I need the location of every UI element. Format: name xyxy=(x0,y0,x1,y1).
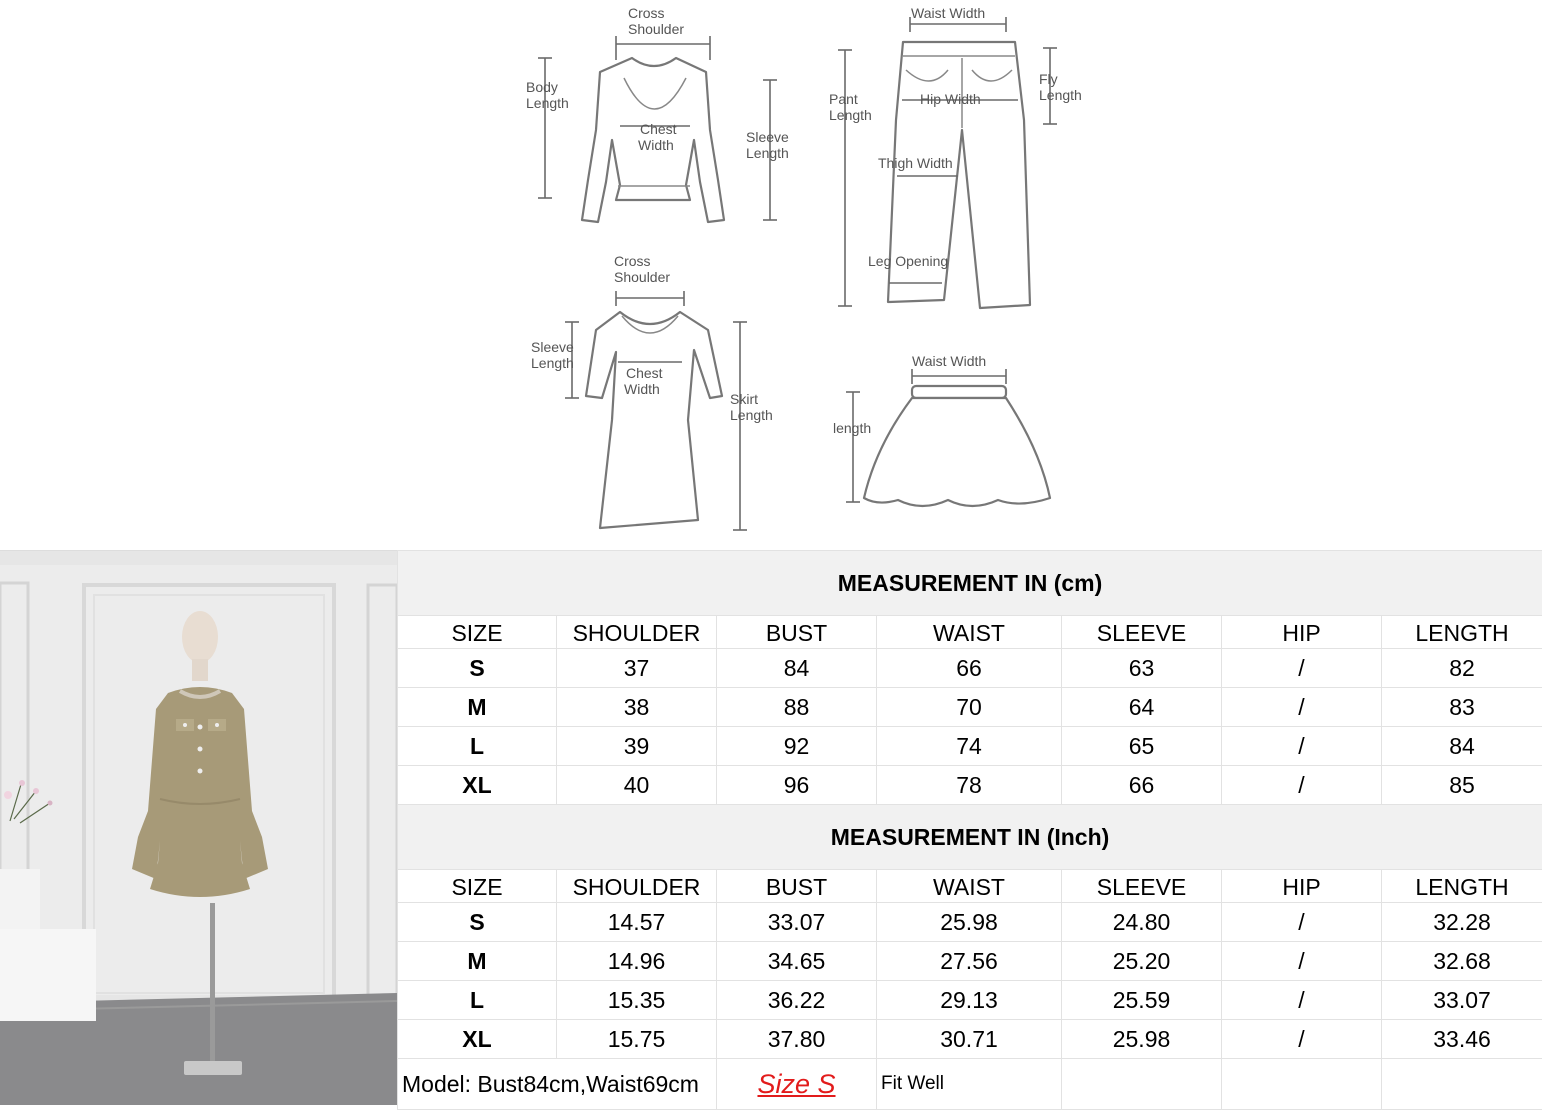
label-skirt-length-a: Skirt xyxy=(730,391,758,407)
size-cell: XL xyxy=(398,766,557,805)
table-cell: 66 xyxy=(877,649,1062,688)
table-cell: 39 xyxy=(557,727,717,766)
label-sleeve-length-2b: Length xyxy=(531,355,574,371)
table-cell: 32.28 xyxy=(1382,903,1542,942)
table-cell: 25.98 xyxy=(877,903,1062,942)
label-waist-width-2: Waist Width xyxy=(912,353,986,369)
size-cell: XL xyxy=(398,1020,557,1059)
table-cell: 14.96 xyxy=(557,942,717,981)
label-chest-width-1b: Width xyxy=(638,137,674,153)
skirt-sketch xyxy=(864,386,1050,506)
col-header: BUST xyxy=(717,616,877,649)
table-cell: 29.13 xyxy=(877,981,1062,1020)
table-cell: 78 xyxy=(877,766,1062,805)
measurement-diagram xyxy=(0,0,1542,551)
col-header: LENGTH xyxy=(1382,870,1542,903)
table-cell: 30.71 xyxy=(877,1020,1062,1059)
table-cell: 37.80 xyxy=(717,1020,877,1059)
model-row xyxy=(398,1059,1542,1110)
col-header: SHOULDER xyxy=(557,616,717,649)
table-cell: 15.35 xyxy=(557,981,717,1020)
label-cross-shoulder-1a: Cross xyxy=(628,5,665,21)
inch-table-title: MEASUREMENT IN (Inch) xyxy=(398,805,1542,870)
table-cell: / xyxy=(1222,727,1382,766)
label-sleeve-length-2a: Sleeve xyxy=(531,339,574,355)
table-row xyxy=(398,727,1542,766)
size-cell: S xyxy=(398,903,557,942)
table-cell: 82 xyxy=(1382,649,1542,688)
label-cross-shoulder-2b: Shoulder xyxy=(614,269,670,285)
table-cell: 37 xyxy=(557,649,717,688)
label-fly-length-a: Fly xyxy=(1039,71,1058,87)
col-header: BUST xyxy=(717,870,877,903)
table-cell: / xyxy=(1222,766,1382,805)
table-cell: 36.22 xyxy=(717,981,877,1020)
label-thigh-width: Thigh Width xyxy=(878,155,953,171)
size-cell: L xyxy=(398,727,557,766)
label-pant-length-a: Pant xyxy=(829,91,858,107)
col-header: SLEEVE xyxy=(1062,870,1222,903)
table-cell: 25.20 xyxy=(1062,942,1222,981)
label-chest-width-2b: Width xyxy=(624,381,660,397)
label-cross-shoulder-2a: Cross xyxy=(614,253,651,269)
table-row xyxy=(398,649,1542,688)
model-size: Size S xyxy=(717,1059,877,1110)
table-cell: 84 xyxy=(717,649,877,688)
table-cell: 14.57 xyxy=(557,903,717,942)
label-body-length-b: Length xyxy=(526,95,569,111)
table-cell: 25.98 xyxy=(1062,1020,1222,1059)
empty-cell xyxy=(1062,1059,1222,1110)
garment-sketches xyxy=(0,0,1542,550)
col-header: SHOULDER xyxy=(557,870,717,903)
table-cell: 32.68 xyxy=(1382,942,1542,981)
table-cell: / xyxy=(1222,1020,1382,1059)
table-cell: 40 xyxy=(557,766,717,805)
label-leg-opening: Leg Opening xyxy=(868,253,948,269)
table-cell: 83 xyxy=(1382,688,1542,727)
label-fly-length-b: Length xyxy=(1039,87,1082,103)
label-length: length xyxy=(833,420,871,436)
table-cell: 33.46 xyxy=(1382,1020,1542,1059)
size-cell: M xyxy=(398,688,557,727)
table-row xyxy=(398,903,1542,942)
product-photo xyxy=(0,551,397,1105)
size-table xyxy=(397,550,1542,1110)
table-cell: 34.65 xyxy=(717,942,877,981)
table-cell: 64 xyxy=(1062,688,1222,727)
table-cell: 70 xyxy=(877,688,1062,727)
size-chart xyxy=(397,550,1542,1105)
label-cross-shoulder-1b: Shoulder xyxy=(628,21,684,37)
inch-column-headers xyxy=(398,870,1542,903)
table-cell: / xyxy=(1222,649,1382,688)
table-cell: 92 xyxy=(717,727,877,766)
col-header: SIZE xyxy=(398,870,557,903)
col-header: SLEEVE xyxy=(1062,616,1222,649)
cm-column-headers xyxy=(398,616,1542,649)
size-cell: S xyxy=(398,649,557,688)
col-header: SIZE xyxy=(398,616,557,649)
table-cell: 38 xyxy=(557,688,717,727)
label-waist-width-1: Waist Width xyxy=(911,5,985,21)
size-cell: L xyxy=(398,981,557,1020)
table-cell: 27.56 xyxy=(877,942,1062,981)
table-cell: 33.07 xyxy=(717,903,877,942)
size-cell: M xyxy=(398,942,557,981)
col-header: WAIST xyxy=(877,870,1062,903)
table-cell: 63 xyxy=(1062,649,1222,688)
label-body-length-a: Body xyxy=(526,79,558,95)
table-row xyxy=(398,942,1542,981)
col-header: LENGTH xyxy=(1382,616,1542,649)
table-cell: / xyxy=(1222,942,1382,981)
empty-cell xyxy=(1382,1059,1542,1110)
table-cell: 66 xyxy=(1062,766,1222,805)
table-cell: 15.75 xyxy=(557,1020,717,1059)
table-cell: 85 xyxy=(1382,766,1542,805)
model-fit: Fit Well xyxy=(877,1059,1062,1110)
table-cell: 96 xyxy=(717,766,877,805)
table-cell: 33.07 xyxy=(1382,981,1542,1020)
table-row xyxy=(398,766,1542,805)
col-header: HIP xyxy=(1222,870,1382,903)
table-cell: 65 xyxy=(1062,727,1222,766)
table-cell: / xyxy=(1222,688,1382,727)
label-chest-width-2a: Chest xyxy=(626,365,663,381)
col-header: HIP xyxy=(1222,616,1382,649)
table-cell: 25.59 xyxy=(1062,981,1222,1020)
label-sleeve-length-1b: Length xyxy=(746,145,789,161)
table-cell: 74 xyxy=(877,727,1062,766)
table-row xyxy=(398,1020,1542,1059)
dress-sketch xyxy=(586,312,722,528)
table-cell: 84 xyxy=(1382,727,1542,766)
model-measurements: Model: Bust84cm,Waist69cm xyxy=(398,1059,717,1110)
table-cell: 24.80 xyxy=(1062,903,1222,942)
table-row xyxy=(398,981,1542,1020)
empty-cell xyxy=(1222,1059,1382,1110)
table-cell: / xyxy=(1222,903,1382,942)
label-hip-width: Hip Width xyxy=(920,91,981,107)
label-pant-length-b: Length xyxy=(829,107,872,123)
table-cell: / xyxy=(1222,981,1382,1020)
col-header: WAIST xyxy=(877,616,1062,649)
table-cell: 88 xyxy=(717,688,877,727)
cm-table-title: MEASUREMENT IN (cm) xyxy=(398,551,1542,616)
label-skirt-length-b: Length xyxy=(730,407,773,423)
table-row xyxy=(398,688,1542,727)
label-sleeve-length-1a: Sleeve xyxy=(746,129,789,145)
label-chest-width-1a: Chest xyxy=(640,121,677,137)
